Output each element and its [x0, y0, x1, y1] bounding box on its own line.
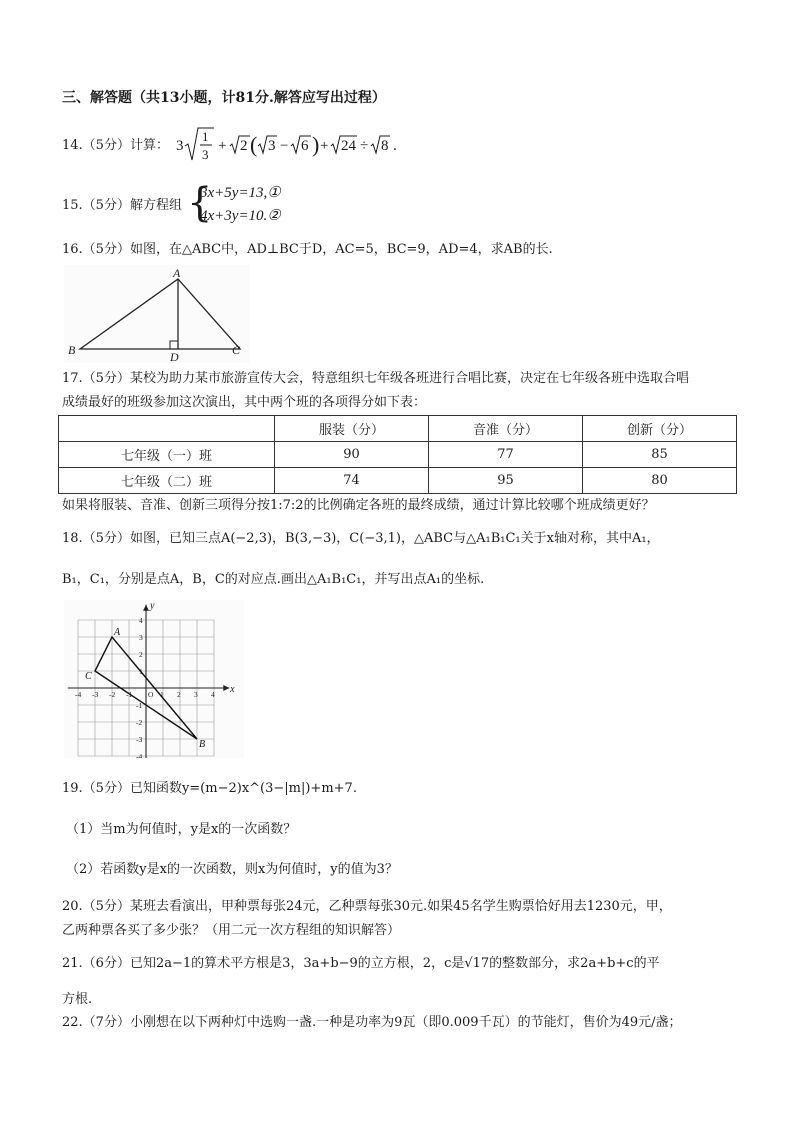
table-cell: 90 [275, 442, 429, 468]
table-cell: 七年级（二）班 [59, 468, 275, 494]
table-header-cell [59, 416, 275, 442]
point-label-A: A [114, 627, 121, 638]
label-A: A [173, 266, 181, 280]
q16-text: 16.（5分）如图，在△ABC中，AD⊥BC于D，AC=5，BC=9，AD=4，求AB的长. [62, 242, 553, 257]
svg-text:(: ( [250, 132, 258, 157]
y-axis-arrow [143, 605, 149, 611]
q21-line1: 21.（6分）已知2a−1的算术平方根是3，3a+b−9的立方根，2，c是√17的整数部分，求2a+b+c的平 [62, 956, 660, 971]
svg-text:3: 3 [268, 138, 276, 154]
q20-line2: 乙两种票各买了多少张？（用二元一次方程组的知识解答） [62, 923, 401, 938]
x-tick-label: -1 [126, 690, 133, 699]
q14-prefix: 14.（5分）计算： [62, 138, 169, 153]
label-D: D [170, 350, 179, 363]
y-axis-label: y [150, 600, 155, 612]
table-header-row [59, 416, 737, 442]
svg-text:): ) [312, 132, 320, 157]
q15-prefix: 15.（5分）解方程组 [62, 198, 182, 213]
y-tick-label: -2 [136, 718, 143, 727]
q17-after: 如果将服装、音准、创新三项得分按1:7:2的比例确定各班的最终成绩，通过计算比较哪个班成绩更好？ [62, 498, 655, 513]
x-axis-arrow [223, 685, 229, 691]
x-tick-label: 1 [160, 690, 164, 699]
q15-brace: { [187, 180, 213, 226]
x-tick-label: O [148, 690, 154, 699]
q19-line1: 19.（5分）已知函数y=(m−2)x^(3−|m|)+m+7. [62, 781, 357, 796]
x-tick-label: 3 [194, 690, 198, 699]
q18-line2: B₁，C₁，分别是点A，B，C的对应点.画出△A₁B₁C₁，并写出点A₁的坐标. [62, 572, 485, 587]
x-axis-label: x [230, 684, 235, 695]
table-cell: 80 [583, 468, 737, 494]
y-tick-label: 4 [139, 616, 143, 625]
x-tick-label: -3 [92, 690, 99, 699]
svg-text:6: 6 [301, 138, 309, 154]
table-cell: 95 [429, 468, 583, 494]
q14-expression [174, 122, 404, 168]
q22-line1: 22.（7分）小刚想在以下两种灯中选购一盏.一种是功率为9瓦（即0.009千瓦）的节能灯，售价为49元/盏； [62, 1015, 682, 1030]
x-tick-label: 2 [177, 690, 181, 699]
q20-line1: 20.（5分）某班去看演出，甲种票每张24元，乙种票每张30元.如果45名学生购票恰好用去1230元，甲， [62, 899, 672, 914]
q15-eq1: 3x+5y=13,① [200, 185, 281, 201]
q18-coordinate-grid [64, 600, 244, 758]
y-tick-label: 3 [139, 633, 143, 642]
section-title: 三、解答题（共13小题，计81分.解答应写出过程） [62, 90, 386, 106]
q18-line1: 18.（5分）如图，已知三点A(−2,3)，B(3,−3)，C(−3,1)，△ABC与△A₁B₁C₁关于x轴对称，其中A₁， [62, 531, 660, 546]
q17-line2: 成绩最好的班级参加这次演出，其中两个班的各项得分如下表： [62, 395, 427, 410]
label-C: C [232, 343, 241, 357]
svg-text:−: − [280, 138, 289, 154]
q15-eq2: 4x+3y=10.② [200, 208, 281, 224]
q19-sub1: （1）当m为何值时，y是x的一次函数？ [66, 822, 297, 837]
y-tick-label: -1 [136, 701, 143, 710]
table-header-cell: 创新（分） [583, 416, 737, 442]
label-B: B [68, 343, 76, 357]
svg-text:24: 24 [341, 138, 356, 154]
table-cell: 85 [583, 442, 737, 468]
svg-text:8: 8 [381, 138, 389, 154]
table-cell: 77 [429, 442, 583, 468]
table-cell: 七年级（一）班 [59, 442, 275, 468]
q17-line1: 17.（5分）某校为助力某市旅游宣传大会，特意组织七年级各班进行合唱比赛，决定在七年级各班中选取合唱 [62, 371, 689, 386]
table-row [59, 442, 737, 468]
svg-text:.: . [393, 138, 397, 154]
svg-text:2: 2 [240, 138, 248, 154]
svg-text:3: 3 [202, 147, 209, 162]
svg-text:+: + [320, 138, 329, 154]
y-tick-label: 2 [139, 650, 143, 659]
x-tick-label: -2 [109, 690, 116, 699]
svg-text:1: 1 [202, 129, 209, 144]
y-tick-label: 1 [139, 667, 143, 676]
x-tick-label: -4 [75, 690, 82, 699]
svg-text:+: + [218, 138, 227, 154]
q14-coef: 3 [176, 138, 184, 154]
table-cell: 74 [275, 468, 429, 494]
point-label-C: C [85, 671, 92, 682]
q21-line2: 方根. [62, 992, 93, 1007]
y-tick-label: -3 [136, 735, 143, 744]
table-header-cell: 服装（分） [275, 416, 429, 442]
svg-text:÷: ÷ [360, 138, 369, 154]
x-tick-label: 4 [211, 690, 215, 699]
table-row [59, 468, 737, 494]
y-tick-label: -4 [136, 752, 143, 758]
q16-triangle-figure [64, 265, 250, 363]
point-label-B: B [199, 739, 206, 750]
q19-sub2: （2）若函数y是x的一次函数，则x为何值时，y的值为3？ [66, 862, 398, 877]
scores-table [58, 415, 737, 494]
table-header-cell: 音准（分） [429, 416, 583, 442]
